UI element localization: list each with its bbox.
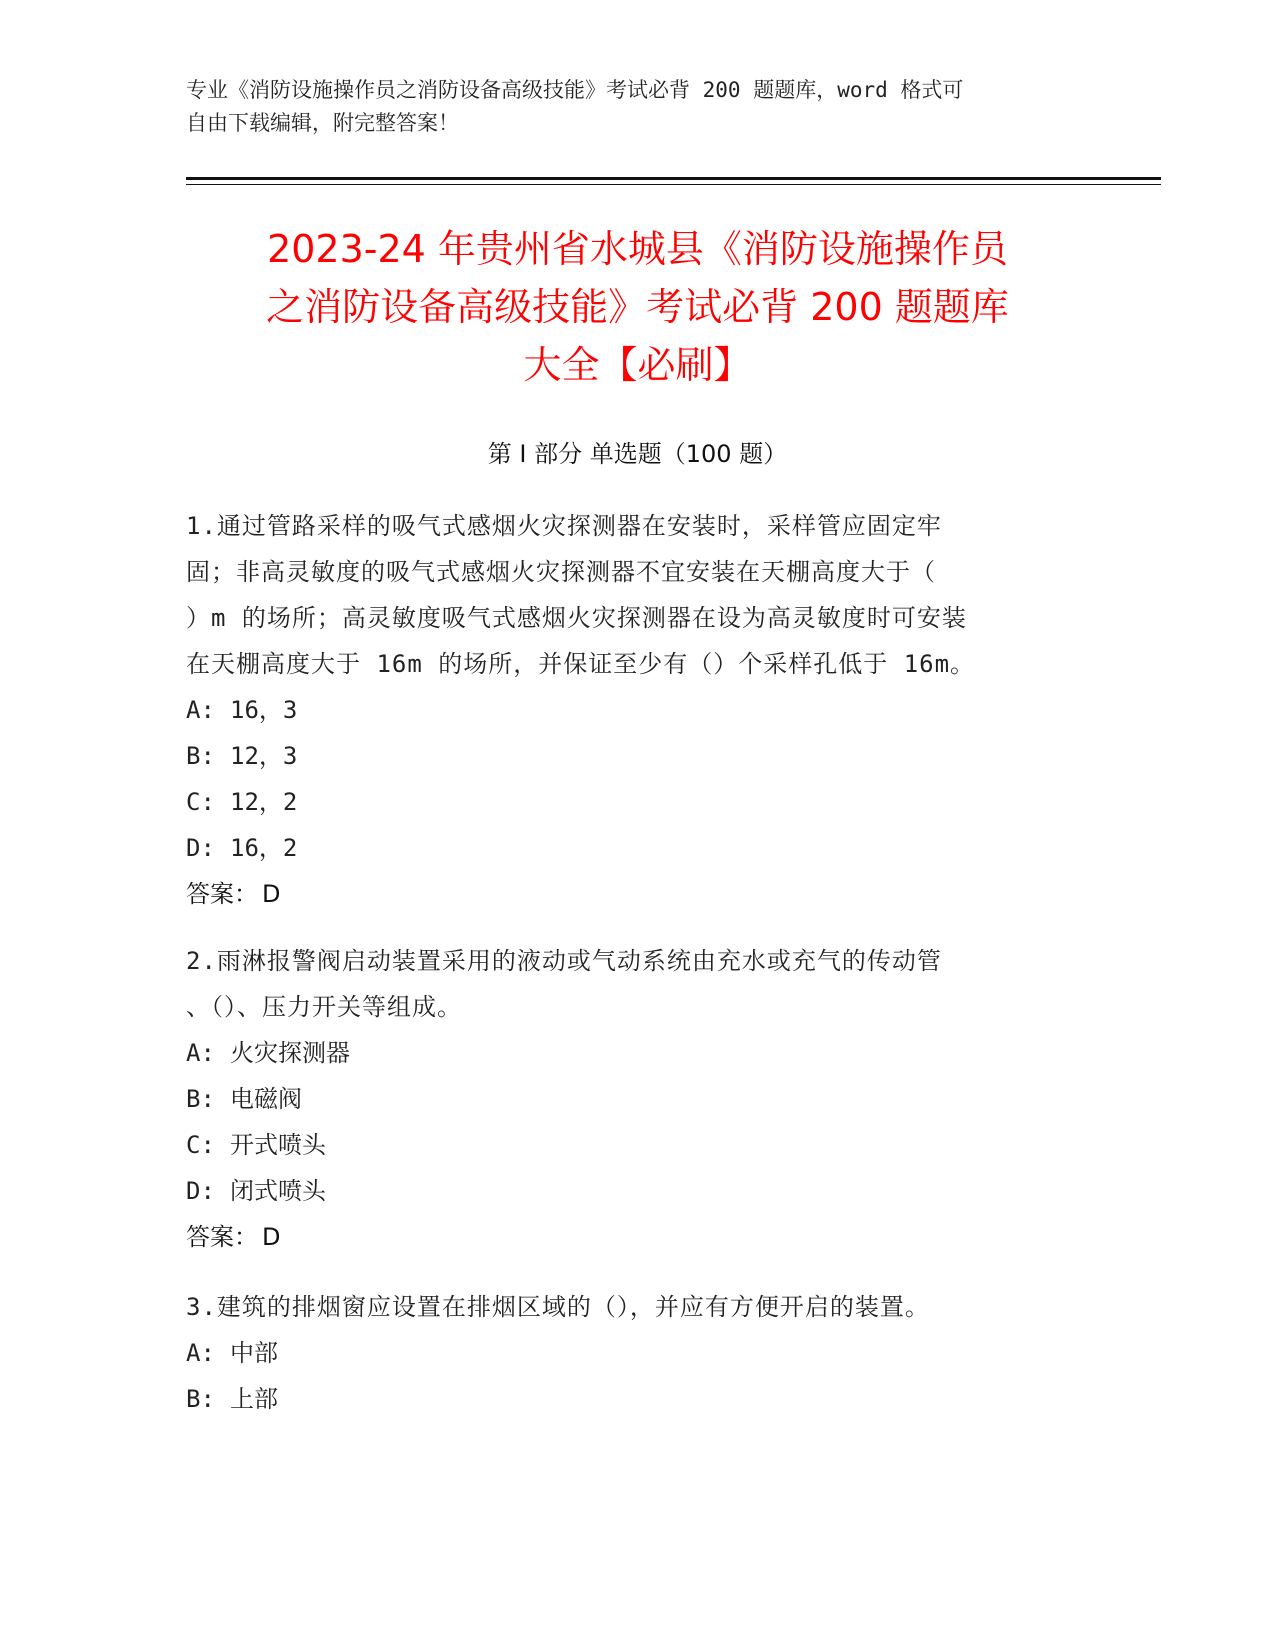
option-c	[186, 779, 1086, 825]
option-text: 闭式喷头	[230, 1177, 326, 1205]
option-text: 16，2	[230, 834, 298, 862]
title-line: 之消防设备高级技能》考试必背 200 题题库	[266, 285, 1009, 329]
question-1	[186, 503, 1086, 917]
option-text: 上部	[230, 1385, 278, 1413]
option-a	[186, 1030, 1086, 1076]
question-text	[186, 938, 1086, 1030]
question-line: 固；非高灵敏度的吸气式感烟火灾探测器不宜安装在天棚高度大于（	[186, 558, 936, 586]
option-key: B:	[186, 742, 215, 770]
question-line: 1.通过管路采样的吸气式感烟火灾探测器在安装时，采样管应固定牢	[186, 512, 942, 540]
question-line: 、（）、压力开关等组成。	[186, 993, 462, 1021]
header-note-line: 专业《消防设施操作员之消防设备高级技能》考试必背 200 题题库，word 格式可	[186, 78, 964, 102]
answer-line	[186, 871, 1086, 917]
question-line: ）m 的场所；高灵敏度吸气式感烟火灾探测器在设为高灵敏度时可安装	[186, 604, 967, 632]
option-key: A:	[186, 1039, 215, 1067]
option-text: 开式喷头	[230, 1131, 326, 1159]
question-2	[186, 938, 1086, 1260]
option-text: 16，3	[230, 696, 298, 724]
option-key: B:	[186, 1085, 215, 1113]
option-text: 电磁阀	[230, 1085, 302, 1113]
option-key: C:	[186, 1131, 215, 1159]
option-b	[186, 1376, 1086, 1422]
header-note-line: 自由下载编辑，附完整答案！	[186, 111, 459, 135]
option-d	[186, 825, 1086, 871]
question-3	[186, 1284, 1086, 1422]
option-text: 火灾探测器	[230, 1039, 350, 1067]
answer-label: 答案：	[186, 880, 258, 908]
question-text	[186, 503, 1086, 687]
option-a	[186, 1330, 1086, 1376]
question-line: 3.建筑的排烟窗应设置在排烟区域的（），并应有方便开启的装置。	[186, 1293, 930, 1321]
document-title	[150, 220, 1125, 394]
option-c	[186, 1122, 1086, 1168]
header-divider-thick	[186, 177, 1161, 180]
option-a	[186, 687, 1086, 733]
title-line: 2023-24 年贵州省水城县《消防设施操作员	[267, 227, 1008, 271]
option-text: 12，2	[230, 788, 298, 816]
option-d	[186, 1168, 1086, 1214]
option-key: A:	[186, 1339, 215, 1367]
option-text: 12，3	[230, 742, 298, 770]
header-note	[186, 74, 1086, 140]
question-line: 2.雨淋报警阀启动装置采用的液动或气动系统由充水或充气的传动管	[186, 947, 942, 975]
option-key: D:	[186, 834, 215, 862]
option-b	[186, 733, 1086, 779]
answer-value: D	[262, 880, 281, 908]
option-key: B:	[186, 1385, 215, 1413]
option-key: D:	[186, 1177, 215, 1205]
option-b	[186, 1076, 1086, 1122]
header-divider-thin	[186, 184, 1161, 185]
option-key: A:	[186, 696, 215, 724]
question-line: 在天棚高度大于 16m 的场所，并保证至少有（）个采样孔低于 16m。	[186, 650, 976, 678]
option-key: C:	[186, 788, 215, 816]
answer-label: 答案：	[186, 1223, 258, 1251]
title-line: 大全【必刷】	[523, 343, 752, 387]
option-text: 中部	[230, 1339, 278, 1367]
section-title: 第 I 部分 单选题（100 题）	[487, 440, 788, 468]
answer-line	[186, 1214, 1086, 1260]
question-text	[186, 1284, 1086, 1330]
answer-value: D	[262, 1223, 281, 1251]
